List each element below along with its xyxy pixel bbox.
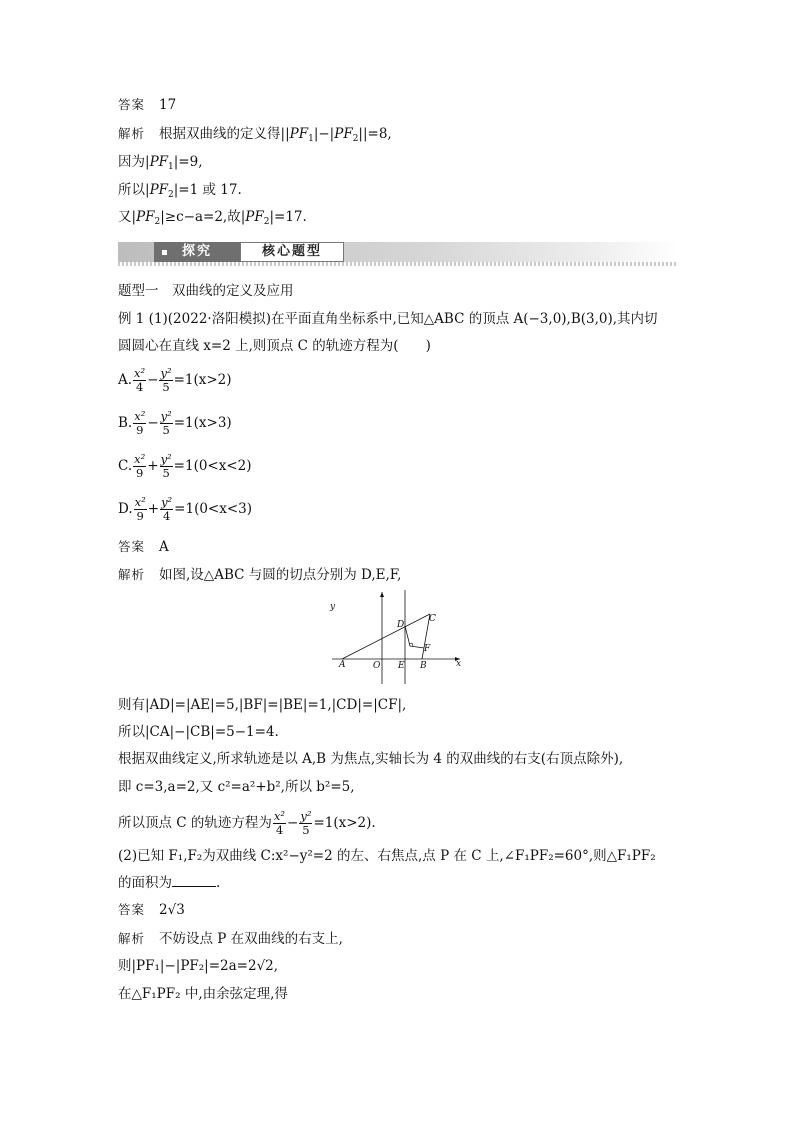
answer-value: 17 — [159, 97, 177, 113]
banner-tag-core: 核心题型 — [240, 242, 344, 262]
fraction: $\frac{\text{y²}}{5}$ — [160, 452, 172, 480]
label-c: C — [429, 614, 436, 624]
banner-tag-explore — [154, 242, 240, 262]
analysis3-line-3: 在△F₁PF₂ 中,由余弦定理,得 — [118, 986, 288, 1002]
analysis2-line-5: 所以顶点 C 的轨迹方程为 $\frac{\text{x²}}{4}$ − $\frac{\text{y²}}{5}$ =1(x>2). — [118, 809, 376, 837]
answer-value: 2√3 — [159, 902, 185, 918]
label-a: A — [339, 660, 346, 670]
answer-line-1 — [118, 95, 176, 115]
example1-line-2: 圆圆心在直线 x=2 上,则顶点 C 的轨迹方程为( ) — [118, 338, 431, 354]
option-c[interactable] — [118, 453, 252, 480]
analysis-label: 解析 — [118, 126, 146, 141]
label-o: O — [373, 661, 381, 671]
operator: − — [147, 372, 159, 388]
analysis1-line-4: 又$|PF_2|\ge c-a=2$,故$|PF_2|=17$. — [118, 209, 307, 227]
operator: + — [147, 501, 160, 517]
analysis1-text: 根据双曲线的定义得|| — [159, 126, 290, 142]
part2-line2-end: . — [216, 875, 221, 891]
analysis1-line-1: 解析 根据双曲线的定义得$||PF_1|-|PF_2||=8$, — [118, 126, 392, 144]
answer-value: A — [159, 539, 169, 555]
answer-blank[interactable] — [172, 873, 216, 887]
fraction: $\frac{\text{y²}}{5}$ — [160, 366, 172, 394]
label-e: E — [398, 661, 405, 671]
analysis2-line-3: 根据双曲线定义,所求轨迹是以 A,B 为焦点,实轴长为 4 的双曲线的右支(右顶点除外), — [118, 751, 624, 767]
label-y: y — [330, 602, 336, 612]
fraction: $\frac{\text{y²}}{5}$ — [300, 809, 312, 837]
analysis2-line-2: 所以|CA|−|CB|=5−1=4. — [118, 724, 279, 740]
fraction: $\frac{\text{x²}}{9}$ — [134, 409, 146, 437]
analysis2-l5-post: =1(x>2). — [313, 815, 376, 831]
analysis-label: 解析 — [118, 567, 146, 582]
analysis1-eq: |−| — [313, 126, 335, 142]
option-d[interactable] — [118, 496, 252, 523]
analysis2-line-1: 则有|AD|=|AE|=5,|BF|=|BE|=1,|CD|=|CF|, — [118, 697, 407, 713]
analysis2-line-4: 即 c=3,a=2,又 c²=a²+b²,所以 b²=5, — [118, 779, 355, 795]
analysis1-line-3: 所以$|PF_2|=1$ 或 17. — [118, 182, 242, 200]
option-condition: =1(0<x<3) — [174, 501, 253, 517]
answer-line-2 — [118, 537, 169, 557]
analysis1-l4: 又| — [118, 209, 137, 225]
option-b[interactable] — [118, 410, 232, 437]
option-condition: =1(0<x<2) — [173, 458, 252, 474]
banner-tag1-text: 探究 — [182, 244, 213, 259]
analysis-label: 解析 — [118, 931, 146, 946]
example1-line-1: 例 1 (1)(2022·洛阳模拟)在平面直角坐标系中,已知△ABC 的顶点 A(−3,0),B(3,0),其内切 — [118, 311, 658, 327]
option-letter: C. — [118, 458, 133, 474]
answer-label: 答案 — [118, 902, 146, 917]
label-x: x — [456, 659, 462, 669]
option-a[interactable] — [118, 367, 232, 394]
operator: − — [147, 415, 159, 431]
analysis1-l2-end: |=9, — [173, 154, 203, 170]
answer-line-3 — [118, 900, 185, 920]
part2-line-2 — [118, 873, 220, 893]
option-letter: B. — [118, 415, 133, 431]
analysis2-intro — [118, 565, 401, 585]
label-f: F — [424, 644, 431, 654]
analysis2-intro-text: 如图,设△ABC 与圆的切点分别为 D,E,F, — [159, 567, 402, 583]
part2-line-1: (2)已知 F₁,F₂为双曲线 C:x²−y²=2 的左、右焦点,点 P 在 C 上,∠F₁PF₂=60°,则△F₁PF₂ — [118, 848, 656, 864]
analysis3-line-2: 则|PF₁|−|PF₂|=2a=2√2, — [118, 958, 279, 974]
part2-line2-text: 的面积为 — [118, 875, 172, 891]
analysis1-l4-mid: |≥c−a=2,故| — [160, 209, 246, 225]
label-b: B — [420, 661, 427, 671]
analysis1-l2: 因为| — [118, 154, 150, 170]
fraction: $\frac{\text{x²}}{4}$ — [134, 366, 146, 394]
analysis1-l3-end: |=1 或 17. — [173, 182, 242, 198]
option-letter: A. — [118, 372, 133, 388]
square-bullet-icon — [162, 250, 167, 255]
analysis1-l4-end: |=17. — [269, 209, 307, 225]
answer-label: 答案 — [118, 539, 146, 554]
fraction: $\frac{\text{x²}}{9}$ — [134, 452, 146, 480]
triangle-incircle-figure — [326, 588, 466, 688]
analysis1-line-2: 因为$|PF_1|=9$, — [118, 154, 203, 172]
option-letter: D. — [118, 501, 133, 517]
analysis1-l3: 所以| — [118, 182, 150, 198]
banner-stripe — [118, 262, 678, 266]
label-d: D — [397, 620, 405, 630]
section-title: 题型一 双曲线的定义及应用 — [118, 283, 294, 299]
option-condition: =1(x>2) — [173, 372, 232, 388]
analysis3-line-1 — [118, 929, 343, 949]
answer-label: 答案 — [118, 97, 146, 112]
fraction: $\frac{\text{x²}}{4}$ — [273, 809, 286, 837]
fraction: $\frac{\text{y²}}{4}$ — [161, 495, 173, 523]
operator: + — [147, 458, 159, 474]
option-condition: =1(x>3) — [173, 415, 232, 431]
y-axis-arrow-icon — [380, 592, 384, 597]
section-banner — [118, 242, 678, 268]
analysis2-l5-pre: 所以顶点 C 的轨迹方程为 — [118, 815, 272, 831]
analysis1-end: ||=8, — [358, 126, 392, 142]
fraction: $\frac{\text{x²}}{9}$ — [134, 495, 146, 523]
side-ac — [342, 614, 430, 659]
fraction: $\frac{\text{y²}}{5}$ — [160, 409, 172, 437]
analysis3-l1: 不妨设点 P 在双曲线的右支上, — [159, 931, 343, 947]
radius-segments — [405, 626, 424, 648]
